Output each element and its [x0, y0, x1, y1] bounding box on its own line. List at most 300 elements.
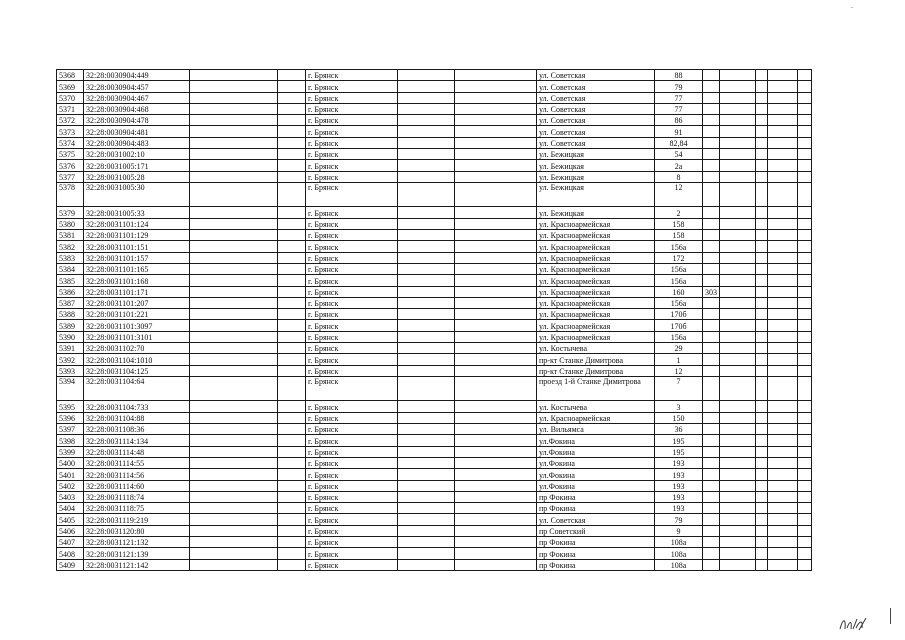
cadastral-number-cell: 32:28:0031002:10	[84, 149, 190, 160]
row-number-cell: 5405	[57, 514, 84, 525]
empty-cell	[278, 320, 306, 331]
empty-cell	[190, 435, 278, 446]
empty-cell	[278, 424, 306, 435]
row-number-cell: 5373	[57, 126, 84, 137]
cadastral-number-cell: 32:28:0030904:478	[84, 115, 190, 126]
empty-cell	[278, 480, 306, 491]
table-row	[57, 401, 812, 412]
empty-cell	[455, 241, 537, 252]
empty-cell	[768, 469, 798, 480]
empty-cell	[768, 160, 798, 171]
street-cell: ул. Советская	[537, 92, 655, 103]
empty-cell	[756, 503, 768, 514]
empty-cell	[278, 536, 306, 547]
city-cell: г. Брянск	[306, 354, 398, 365]
empty-cell	[190, 137, 278, 148]
signature-mark	[838, 615, 868, 633]
empty-cell	[768, 536, 798, 547]
house-number-cell: 3	[655, 401, 703, 412]
empty-cell	[278, 275, 306, 286]
empty-cell	[756, 491, 768, 502]
empty-cell	[720, 160, 756, 171]
empty-cell	[398, 252, 455, 263]
house-number-cell: 170б	[655, 309, 703, 320]
empty-cell	[768, 309, 798, 320]
house-number-cell: 86	[655, 115, 703, 126]
empty-cell	[190, 218, 278, 229]
empty-cell	[798, 103, 812, 114]
empty-cell	[398, 536, 455, 547]
empty-cell	[190, 320, 278, 331]
cadastral-number-cell: 32:28:0031101:168	[84, 275, 190, 286]
extra-number-cell	[703, 514, 720, 525]
empty-cell	[398, 263, 455, 274]
empty-cell	[398, 230, 455, 241]
empty-cell	[720, 412, 756, 423]
cadastral-number-cell: 32:28:0031104:125	[84, 365, 190, 376]
empty-cell	[455, 92, 537, 103]
house-number-cell: 54	[655, 149, 703, 160]
empty-cell	[768, 171, 798, 182]
empty-cell	[720, 331, 756, 342]
empty-cell	[798, 252, 812, 263]
extra-number-cell	[703, 503, 720, 514]
empty-cell	[798, 514, 812, 525]
empty-cell	[398, 149, 455, 160]
empty-cell	[798, 70, 812, 81]
extra-number-cell	[703, 275, 720, 286]
row-number-cell: 5368	[57, 70, 84, 81]
empty-cell	[720, 297, 756, 308]
city-cell: г. Брянск	[306, 70, 398, 81]
empty-cell	[455, 525, 537, 536]
empty-cell	[756, 536, 768, 547]
row-number-cell: 5391	[57, 343, 84, 354]
table-row	[57, 469, 812, 480]
empty-cell	[720, 263, 756, 274]
empty-cell	[798, 376, 812, 401]
table-row	[57, 480, 812, 491]
empty-cell	[455, 297, 537, 308]
empty-cell	[278, 160, 306, 171]
empty-cell	[798, 559, 812, 570]
street-cell: ул.Фокина	[537, 457, 655, 468]
house-number-cell: 172	[655, 252, 703, 263]
extra-number-cell	[703, 92, 720, 103]
city-cell: г. Брянск	[306, 320, 398, 331]
empty-cell	[278, 457, 306, 468]
house-number-cell: 156а	[655, 297, 703, 308]
empty-cell	[190, 503, 278, 514]
empty-cell	[398, 491, 455, 502]
empty-cell	[720, 446, 756, 457]
house-number-cell: 193	[655, 503, 703, 514]
row-number-cell: 5378	[57, 182, 84, 207]
row-number-cell: 5392	[57, 354, 84, 365]
empty-cell	[455, 354, 537, 365]
empty-cell	[720, 514, 756, 525]
city-cell: г. Брянск	[306, 182, 398, 207]
empty-cell	[798, 149, 812, 160]
empty-cell	[190, 149, 278, 160]
table-row	[57, 514, 812, 525]
empty-cell	[756, 171, 768, 182]
empty-cell	[398, 92, 455, 103]
cadastral-number-cell: 32:28:0031108:36	[84, 424, 190, 435]
empty-cell	[455, 171, 537, 182]
house-number-cell: 156а	[655, 275, 703, 286]
row-number-cell: 5370	[57, 92, 84, 103]
table-row	[57, 171, 812, 182]
empty-cell	[768, 480, 798, 491]
empty-cell	[798, 137, 812, 148]
empty-cell	[398, 412, 455, 423]
extra-number-cell	[703, 320, 720, 331]
empty-cell	[768, 230, 798, 241]
empty-cell	[278, 218, 306, 229]
table-row	[57, 263, 812, 274]
empty-cell	[455, 115, 537, 126]
empty-cell	[278, 70, 306, 81]
empty-cell	[455, 182, 537, 207]
city-cell: г. Брянск	[306, 171, 398, 182]
empty-cell	[756, 320, 768, 331]
empty-cell	[798, 81, 812, 92]
table-row	[57, 126, 812, 137]
empty-cell	[720, 207, 756, 218]
empty-cell	[720, 286, 756, 297]
empty-cell	[190, 126, 278, 137]
row-number-cell: 5371	[57, 103, 84, 114]
street-cell: ул. Красноармейская	[537, 309, 655, 320]
empty-cell	[798, 218, 812, 229]
cadastral-number-cell: 32:28:0030904:468	[84, 103, 190, 114]
house-number-cell: 193	[655, 457, 703, 468]
city-cell: г. Брянск	[306, 252, 398, 263]
empty-cell	[720, 275, 756, 286]
empty-cell	[278, 126, 306, 137]
empty-cell	[720, 503, 756, 514]
city-cell: г. Брянск	[306, 412, 398, 423]
extra-number-cell	[703, 309, 720, 320]
cadastral-number-cell: 32:28:0031005:33	[84, 207, 190, 218]
extra-number-cell	[703, 218, 720, 229]
city-cell: г. Брянск	[306, 263, 398, 274]
table-row	[57, 491, 812, 502]
empty-cell	[768, 412, 798, 423]
empty-cell	[190, 81, 278, 92]
row-number-cell: 5398	[57, 435, 84, 446]
street-cell: ул. Советская	[537, 81, 655, 92]
row-number-cell: 5400	[57, 457, 84, 468]
street-cell: ул.Фокина	[537, 480, 655, 491]
empty-cell	[398, 424, 455, 435]
empty-cell	[278, 365, 306, 376]
row-number-cell: 5382	[57, 241, 84, 252]
empty-cell	[278, 252, 306, 263]
house-number-cell: 193	[655, 480, 703, 491]
street-cell: ул. Бежицкая	[537, 160, 655, 171]
table-row	[57, 424, 812, 435]
empty-cell	[190, 469, 278, 480]
empty-cell	[798, 263, 812, 274]
empty-cell	[190, 480, 278, 491]
street-cell: пр-кт Станке Димитрова	[537, 365, 655, 376]
empty-cell	[398, 457, 455, 468]
empty-cell	[190, 354, 278, 365]
empty-cell	[720, 171, 756, 182]
extra-number-cell	[703, 81, 720, 92]
empty-cell	[278, 376, 306, 401]
table-row	[57, 137, 812, 148]
empty-cell	[768, 365, 798, 376]
extra-number-cell	[703, 365, 720, 376]
empty-cell	[278, 137, 306, 148]
cadastral-number-cell: 32:28:0031114:60	[84, 480, 190, 491]
city-cell: г. Брянск	[306, 275, 398, 286]
empty-cell	[720, 126, 756, 137]
house-number-cell: 108а	[655, 548, 703, 559]
row-number-cell: 5372	[57, 115, 84, 126]
empty-cell	[455, 424, 537, 435]
empty-cell	[798, 182, 812, 207]
table-row	[57, 207, 812, 218]
empty-cell	[278, 401, 306, 412]
empty-cell	[190, 263, 278, 274]
empty-cell	[768, 207, 798, 218]
street-cell: ул. Красноармейская	[537, 331, 655, 342]
city-cell: г. Брянск	[306, 103, 398, 114]
extra-number-cell	[703, 252, 720, 263]
empty-cell	[398, 160, 455, 171]
empty-cell	[398, 548, 455, 559]
empty-cell	[720, 525, 756, 536]
cadastral-number-cell: 32:28:0031118:75	[84, 503, 190, 514]
empty-cell	[720, 218, 756, 229]
empty-cell	[278, 297, 306, 308]
city-cell: г. Брянск	[306, 115, 398, 126]
empty-cell	[398, 309, 455, 320]
cadastral-number-cell: 32:28:0031101:3101	[84, 331, 190, 342]
street-cell: ул. Бежицкая	[537, 182, 655, 207]
cadastral-number-cell: 32:28:0031101:165	[84, 263, 190, 274]
empty-cell	[398, 469, 455, 480]
empty-cell	[756, 435, 768, 446]
empty-cell	[190, 92, 278, 103]
registry-table-body	[57, 70, 812, 571]
empty-cell	[756, 286, 768, 297]
street-cell: ул. Бежицкая	[537, 207, 655, 218]
empty-cell	[720, 309, 756, 320]
empty-cell	[398, 514, 455, 525]
table-row	[57, 446, 812, 457]
city-cell: г. Брянск	[306, 469, 398, 480]
house-number-cell: 156а	[655, 241, 703, 252]
empty-cell	[278, 412, 306, 423]
row-number-cell: 5389	[57, 320, 84, 331]
table-row	[57, 343, 812, 354]
empty-cell	[798, 297, 812, 308]
empty-cell	[756, 559, 768, 570]
street-cell: ул. Советская	[537, 103, 655, 114]
empty-cell	[398, 241, 455, 252]
cadastral-number-cell: 32:28:0031101:151	[84, 241, 190, 252]
empty-cell	[398, 525, 455, 536]
empty-cell	[756, 252, 768, 263]
house-number-cell: 12	[655, 182, 703, 207]
extra-number-cell	[703, 182, 720, 207]
cadastral-number-cell: 32:28:0030904:483	[84, 137, 190, 148]
empty-cell	[278, 81, 306, 92]
table-row	[57, 297, 812, 308]
table-row	[57, 252, 812, 263]
empty-cell	[756, 263, 768, 274]
empty-cell	[398, 218, 455, 229]
empty-cell	[278, 548, 306, 559]
extra-number-cell	[703, 241, 720, 252]
cadastral-number-cell: 32:28:0030904:449	[84, 70, 190, 81]
empty-cell	[720, 137, 756, 148]
empty-cell	[398, 435, 455, 446]
street-cell: ул. Красноармейская	[537, 286, 655, 297]
street-cell: ул. Красноармейская	[537, 252, 655, 263]
empty-cell	[798, 446, 812, 457]
empty-cell	[798, 320, 812, 331]
empty-cell	[720, 103, 756, 114]
street-cell: ул. Красноармейская	[537, 230, 655, 241]
street-cell: ул. Красноармейская	[537, 275, 655, 286]
empty-cell	[278, 331, 306, 342]
empty-cell	[190, 536, 278, 547]
city-cell: г. Брянск	[306, 480, 398, 491]
table-row	[57, 354, 812, 365]
empty-cell	[720, 548, 756, 559]
city-cell: г. Брянск	[306, 92, 398, 103]
empty-cell	[278, 149, 306, 160]
street-cell: ул. Советская	[537, 137, 655, 148]
table-row	[57, 376, 812, 401]
empty-cell	[398, 503, 455, 514]
street-cell: ул. Советская	[537, 70, 655, 81]
empty-cell	[768, 182, 798, 207]
empty-cell	[768, 126, 798, 137]
empty-cell	[190, 241, 278, 252]
street-cell: ул. Советская	[537, 115, 655, 126]
empty-cell	[455, 263, 537, 274]
cadastral-number-cell: 32:28:0031104:88	[84, 412, 190, 423]
row-number-cell: 5397	[57, 424, 84, 435]
empty-cell	[398, 171, 455, 182]
registry-table	[56, 69, 812, 571]
empty-cell	[190, 309, 278, 320]
empty-cell	[455, 457, 537, 468]
empty-cell	[190, 297, 278, 308]
row-number-cell: 5384	[57, 263, 84, 274]
empty-cell	[798, 525, 812, 536]
empty-cell	[798, 480, 812, 491]
extra-number-cell	[703, 412, 720, 423]
city-cell: г. Брянск	[306, 491, 398, 502]
empty-cell	[768, 514, 798, 525]
empty-cell	[720, 457, 756, 468]
extra-number-cell	[703, 70, 720, 81]
empty-cell	[768, 137, 798, 148]
empty-cell	[455, 252, 537, 263]
city-cell: г. Брянск	[306, 514, 398, 525]
street-cell: ул. Бежицкая	[537, 171, 655, 182]
street-cell: ул. Красноармейская	[537, 218, 655, 229]
empty-cell	[756, 218, 768, 229]
row-number-cell: 5408	[57, 548, 84, 559]
empty-cell	[798, 401, 812, 412]
empty-cell	[798, 92, 812, 103]
city-cell: г. Брянск	[306, 331, 398, 342]
extra-number-cell	[703, 469, 720, 480]
street-cell: ул.Фокина	[537, 469, 655, 480]
cadastral-number-cell: 32:28:0031005:30	[84, 182, 190, 207]
empty-cell	[720, 149, 756, 160]
city-cell: г. Брянск	[306, 343, 398, 354]
cadastral-number-cell: 32:28:0030904:481	[84, 126, 190, 137]
empty-cell	[756, 343, 768, 354]
table-row	[57, 241, 812, 252]
empty-cell	[768, 343, 798, 354]
empty-cell	[398, 480, 455, 491]
empty-cell	[798, 241, 812, 252]
empty-cell	[278, 286, 306, 297]
empty-cell	[720, 435, 756, 446]
street-cell: пр-кт Станке Димитрова	[537, 354, 655, 365]
house-number-cell: 158	[655, 230, 703, 241]
house-number-cell: 77	[655, 103, 703, 114]
extra-number-cell	[703, 171, 720, 182]
empty-cell	[398, 297, 455, 308]
extra-number-cell	[703, 446, 720, 457]
empty-cell	[190, 275, 278, 286]
cadastral-number-cell: 32:28:0031118:74	[84, 491, 190, 502]
empty-cell	[756, 81, 768, 92]
empty-cell	[756, 297, 768, 308]
empty-cell	[720, 81, 756, 92]
city-cell: г. Брянск	[306, 218, 398, 229]
city-cell: г. Брянск	[306, 401, 398, 412]
empty-cell	[398, 331, 455, 342]
street-cell: ул. Красноармейская	[537, 297, 655, 308]
row-number-cell: 5375	[57, 149, 84, 160]
empty-cell	[190, 160, 278, 171]
empty-cell	[455, 70, 537, 81]
row-number-cell: 5374	[57, 137, 84, 148]
city-cell: г. Брянск	[306, 297, 398, 308]
table-row	[57, 457, 812, 468]
empty-cell	[278, 354, 306, 365]
empty-cell	[768, 275, 798, 286]
empty-cell	[398, 81, 455, 92]
cadastral-number-cell: 32:28:0030904:467	[84, 92, 190, 103]
empty-cell	[768, 548, 798, 559]
house-number-cell: 193	[655, 469, 703, 480]
street-cell: ул. Костычева	[537, 343, 655, 354]
extra-number-cell	[703, 491, 720, 502]
empty-cell	[798, 160, 812, 171]
house-number-cell: 12	[655, 365, 703, 376]
empty-cell	[455, 137, 537, 148]
empty-cell	[720, 320, 756, 331]
empty-cell	[798, 491, 812, 502]
empty-cell	[455, 446, 537, 457]
city-cell: г. Брянск	[306, 286, 398, 297]
empty-cell	[398, 401, 455, 412]
